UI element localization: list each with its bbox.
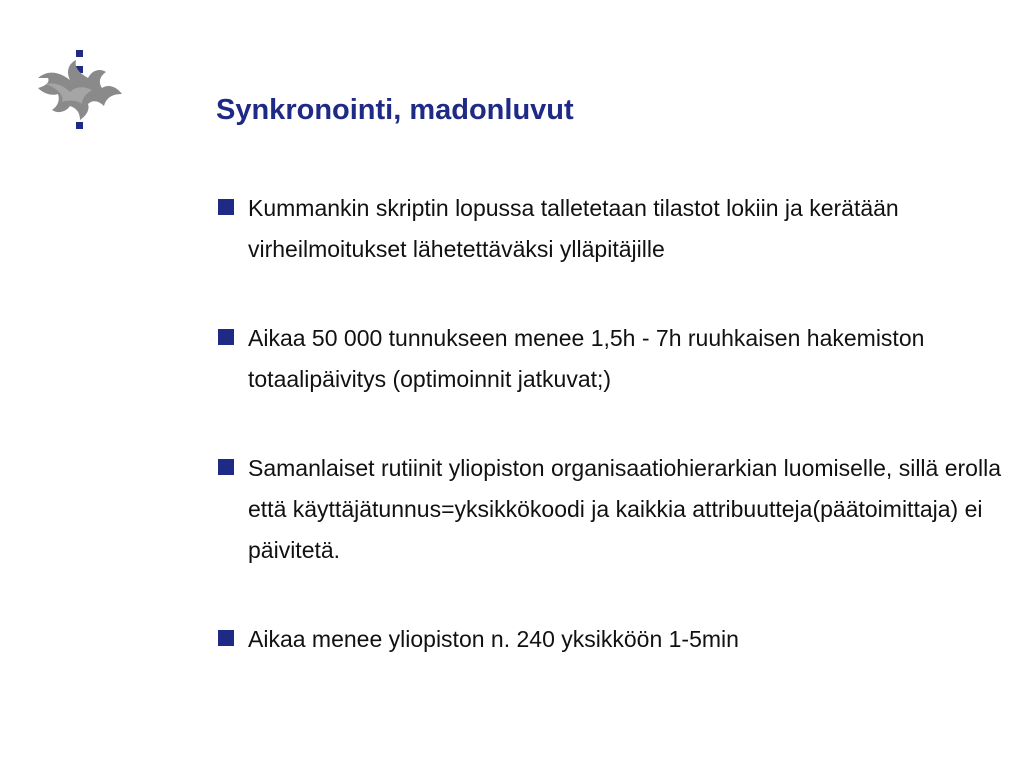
square-bullet-icon bbox=[218, 329, 234, 345]
bullet-text: Aikaa 50 000 tunnukseen menee 1,5h - 7h ruuhkaisen hakemiston totaalipäivitys (optimoinnit jatkuvat;) bbox=[248, 325, 925, 392]
square-bullet-icon bbox=[218, 459, 234, 475]
square-bullet-icon bbox=[218, 199, 234, 215]
bullet-item bbox=[216, 318, 1006, 400]
bullet-item bbox=[216, 448, 1006, 571]
bullet-item bbox=[216, 619, 1006, 660]
university-logo-icon bbox=[36, 44, 126, 136]
bullet-list bbox=[216, 188, 1006, 708]
bullet-item bbox=[216, 188, 1006, 270]
slide-title: Synkronointi, madonluvut bbox=[216, 94, 574, 126]
square-bullet-icon bbox=[218, 630, 234, 646]
bullet-text: Kummankin skriptin lopussa talletetaan tilastot lokiin ja kerätään virheilmoitukset lähetettäväksi ylläpitäjille bbox=[248, 195, 899, 262]
bullet-text: Samanlaiset rutiinit yliopiston organisaatiohierarkian luomiselle, sillä erolla että käyttäjätunnus=yksikkökoodi ja kaikkia attribuutteja(päätoimittaja) ei päivitetä. bbox=[248, 455, 1001, 563]
bullet-text: Aikaa menee yliopiston n. 240 yksikköön 1-5min bbox=[248, 626, 739, 652]
